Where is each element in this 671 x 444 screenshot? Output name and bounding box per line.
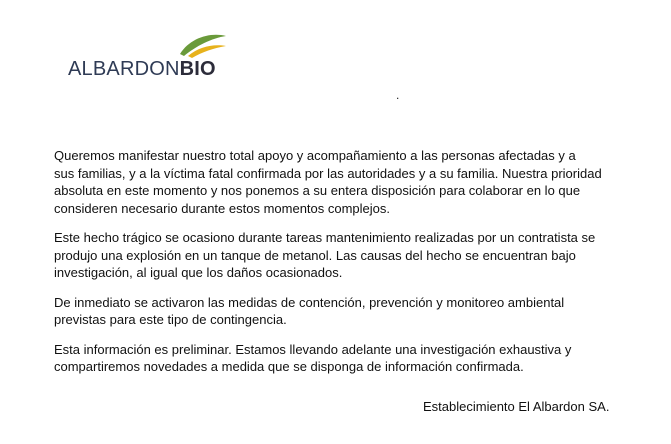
logo-text-main: ALBARDON — [68, 58, 180, 80]
paragraph-incident: Este hecho trágico se ocasiono durante tareas mantenimiento realizadas por un contratista se produjo una explosión en un tanque de metanol. Las causas del hecho se encuentran bajo investigación, al igual que los daños ocasionados. — [54, 230, 596, 280]
stray-dot: . — [396, 88, 400, 102]
paragraph-measures: De inmediato se activaron las medidas de contención, prevención y monitoreo ambiental previstas para este tipo de contingencia. — [54, 294, 565, 327]
paragraph-support: Queremos manifestar nuestro total apoyo y acompañamiento a las personas afectadas y a sus familias, y a la víctima fatal confirmada por las autoridades y a su familia. Nuestra prioridad absoluta en este momento y nos ponemos a su entera disposición para colaborar en lo que consideren necesario durante estos momentos complejos. — [54, 148, 602, 216]
logo-wordmark — [68, 58, 216, 81]
paragraph-preliminary: Esta información es preliminar. Estamos llevando adelante una investigación exhaustiva y compartiremos novedades a medida que se disponga de información confirmada. — [54, 341, 572, 374]
signature: Establecimiento El Albardon SA. — [423, 399, 610, 414]
leaf-logo-icon — [178, 28, 228, 58]
statement-body — [54, 147, 634, 388]
albardonbio-logo — [68, 28, 228, 80]
logo-text-bold: BIO — [179, 58, 216, 80]
